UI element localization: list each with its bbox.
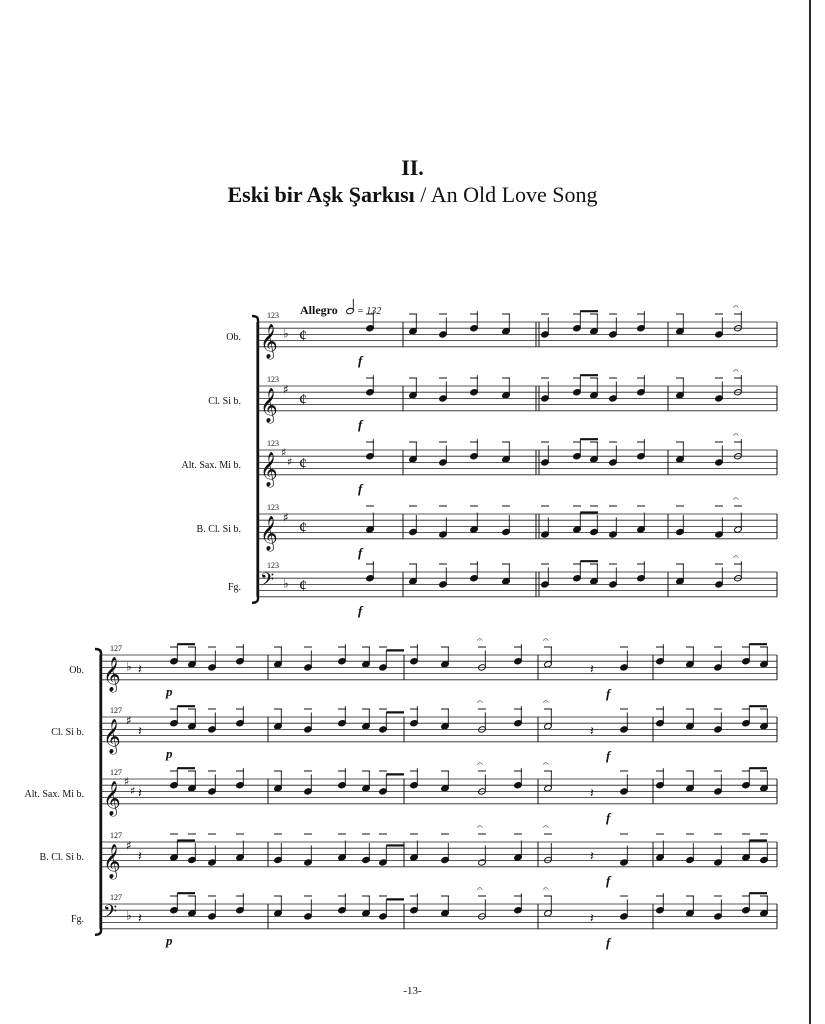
- time-signature-cut: ¢: [299, 327, 307, 345]
- key-signature-sharp: ♯: [126, 713, 132, 728]
- key-signature-sharp: ♯: [130, 784, 136, 798]
- system-bracket: [252, 316, 258, 603]
- quarter-rest: 𝄽: [590, 786, 594, 802]
- fermata: 𝄐: [733, 430, 739, 441]
- staff: [100, 884, 777, 950]
- system-bracket: [95, 649, 101, 935]
- quarter-rest: 𝄽: [138, 724, 142, 740]
- key-signature-sharp: ♯: [283, 510, 289, 525]
- instrument-label: Alt. Sax. Mi b.: [181, 460, 241, 471]
- dynamic-mark: p: [166, 932, 173, 948]
- instrument-label: Ob.: [69, 665, 84, 676]
- score-system: [95, 635, 777, 950]
- quarter-rest: 𝄽: [138, 786, 142, 802]
- staff: [257, 366, 777, 432]
- measure-number: 127: [110, 706, 122, 715]
- key-signature-flat: ♭: [126, 908, 132, 923]
- fermata: 𝄐: [733, 494, 739, 505]
- quarter-rest: 𝄽: [590, 911, 594, 927]
- instrument-label: B. Cl. Si b.: [196, 524, 241, 535]
- treble-clef: 𝄞: [103, 780, 121, 816]
- instrument-label: Fg.: [227, 582, 241, 593]
- measure-number: 127: [110, 831, 122, 840]
- measure-number: 123: [267, 439, 279, 448]
- dynamic-mark: f: [606, 809, 611, 825]
- treble-clef: 𝄞: [103, 656, 121, 692]
- dynamic-mark: f: [606, 747, 611, 763]
- treble-clef: 𝄞: [260, 323, 278, 359]
- quarter-rest: 𝄽: [138, 911, 142, 927]
- bass-clef: 𝄢: [260, 569, 275, 595]
- fermata: 𝄐: [543, 635, 549, 646]
- measure-number: 123: [267, 375, 279, 384]
- fermata: 𝄐: [543, 822, 549, 833]
- key-signature-sharp: ♯: [287, 455, 293, 469]
- bass-clef: 𝄢: [103, 901, 118, 927]
- fermata: 𝄐: [477, 635, 483, 646]
- treble-clef: 𝄞: [260, 387, 278, 423]
- fermata: 𝄐: [733, 302, 739, 313]
- fermata: 𝄐: [733, 366, 739, 377]
- staff: [257, 494, 777, 560]
- treble-clef: 𝄞: [260, 451, 278, 487]
- quarter-rest: 𝄽: [590, 849, 594, 865]
- time-signature-cut: ¢: [299, 391, 307, 409]
- quarter-rest: 𝄽: [590, 662, 594, 678]
- key-signature-sharp: ♯: [124, 775, 130, 789]
- time-signature-cut: ¢: [299, 455, 307, 473]
- measure-number: 123: [267, 503, 279, 512]
- measure-number: 127: [110, 644, 122, 653]
- treble-clef: 𝄞: [103, 718, 121, 754]
- dynamic-mark: p: [166, 683, 173, 699]
- dynamic-mark: f: [358, 544, 363, 560]
- fermata: 𝄐: [477, 697, 483, 708]
- instrument-label: Alt. Sax. Mi b.: [24, 789, 84, 800]
- instrument-label: Cl. Si b.: [51, 727, 84, 738]
- dynamic-mark: f: [606, 685, 611, 701]
- instrument-label: B. Cl. Si b.: [39, 852, 84, 863]
- quarter-rest: 𝄽: [138, 662, 142, 678]
- key-signature-sharp: ♯: [283, 382, 289, 397]
- key-signature-flat: ♭: [283, 326, 289, 341]
- dynamic-mark: f: [606, 872, 611, 888]
- page-number: -13-: [403, 985, 422, 997]
- movement-number: II.: [401, 155, 424, 180]
- measure-number: 123: [267, 561, 279, 570]
- staff: [100, 697, 777, 763]
- instrument-label: Fg.: [70, 914, 84, 925]
- staff: [100, 759, 777, 825]
- metronome-value: = 132: [357, 306, 382, 317]
- score-system: [252, 302, 777, 618]
- dynamic-mark: f: [358, 352, 363, 368]
- fermata: 𝄐: [477, 759, 483, 770]
- tempo-text: Allegro: [300, 303, 338, 317]
- quarter-rest: 𝄽: [590, 724, 594, 740]
- staff: [257, 430, 777, 496]
- fermata: 𝄐: [543, 884, 549, 895]
- staff: [100, 822, 777, 888]
- dynamic-mark: f: [358, 602, 363, 618]
- fermata: 𝄐: [543, 759, 549, 770]
- fermata: 𝄐: [477, 884, 483, 895]
- key-signature-sharp: ♯: [126, 838, 132, 853]
- staff: [257, 552, 777, 618]
- quarter-rest: 𝄽: [138, 849, 142, 865]
- title-turkish: Eski bir Aşk Şarkısı: [227, 182, 415, 207]
- tempo-marking: [300, 299, 381, 317]
- title-english: An Old Love Song: [430, 182, 598, 207]
- dynamic-mark: f: [606, 934, 611, 950]
- fermata: 𝄐: [733, 552, 739, 563]
- dynamic-mark: p: [166, 745, 173, 761]
- staff: [100, 635, 777, 701]
- fermata: 𝄐: [543, 697, 549, 708]
- measure-number: 123: [267, 311, 279, 320]
- title-separator: /: [420, 182, 427, 207]
- time-signature-cut: ¢: [299, 577, 307, 595]
- key-signature-sharp: ♯: [281, 446, 287, 460]
- instrument-label: Cl. Si b.: [208, 396, 241, 407]
- dynamic-mark: f: [358, 416, 363, 432]
- fermata: 𝄐: [477, 822, 483, 833]
- time-signature-cut: ¢: [299, 519, 307, 537]
- key-signature-flat: ♭: [283, 576, 289, 591]
- dynamic-mark: f: [358, 480, 363, 496]
- instrument-label: Ob.: [226, 332, 241, 343]
- measure-number: 127: [110, 893, 122, 902]
- treble-clef: 𝄞: [260, 515, 278, 551]
- measure-number: 127: [110, 768, 122, 777]
- key-signature-flat: ♭: [126, 659, 132, 674]
- treble-clef: 𝄞: [103, 843, 121, 879]
